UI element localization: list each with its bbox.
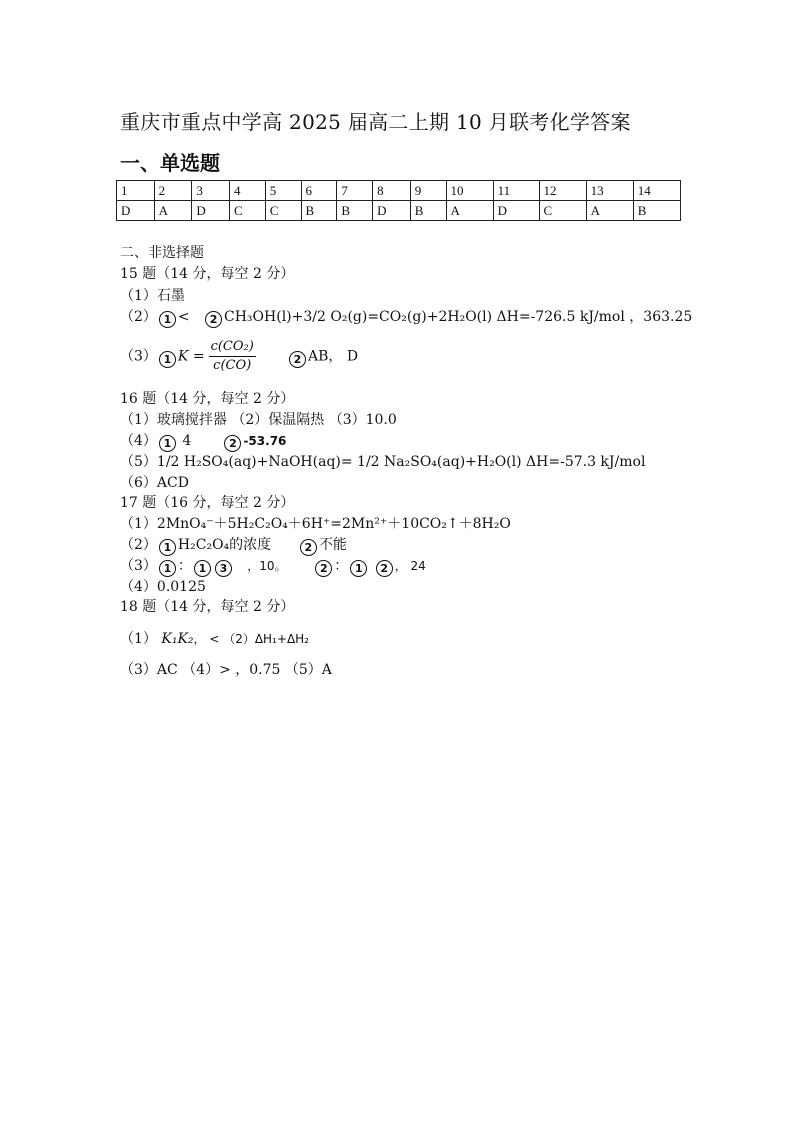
- circled-number-1: 1: [159, 560, 176, 577]
- q18-answer-1-rest: ， < （2）ΔH₁+ΔH₂: [193, 632, 309, 646]
- circled-number-2: 2: [205, 311, 222, 328]
- q15-answer-2-lt: <: [177, 309, 190, 325]
- table-cell-number: 11: [493, 181, 539, 201]
- q16-answer-1: （1）玻璃搅拌器 （2）保温隔热 （3）10.0: [120, 412, 397, 428]
- table-cell-answer: B: [337, 201, 373, 221]
- circled-number-3: 3: [215, 560, 232, 577]
- circled-number-2: 2: [224, 435, 241, 452]
- q17-answer-4: （4）0.0125: [120, 579, 206, 595]
- table-cell-answer: D: [373, 201, 411, 221]
- table-cell-number: 12: [539, 181, 586, 201]
- table-cell-answer: D: [493, 201, 539, 221]
- circled-number-2: 2: [315, 560, 332, 577]
- table-cell-number: 6: [301, 181, 337, 201]
- equilibrium-constant-label: K =: [177, 348, 205, 365]
- document-title: 重庆市重点中学高 2025 届高二上期 10 月联考化学答案: [120, 110, 631, 134]
- table-cell-number: 13: [586, 181, 633, 201]
- q16-answer-4: （6）ACD: [120, 475, 189, 491]
- q16-heading: 16 题（14 分，每空 2 分）: [120, 391, 295, 407]
- q18-answer-1-k-product: K₁K₂: [161, 631, 194, 647]
- circled-number-1: 1: [159, 435, 176, 452]
- q18-heading: 18 题（14 分，每空 2 分）: [120, 599, 295, 615]
- table-cell-answer: A: [446, 201, 493, 221]
- table-cell-answer: B: [301, 201, 337, 221]
- circled-number-1: 1: [159, 539, 176, 556]
- table-cell-number: 3: [192, 181, 230, 201]
- table-cell-answer: A: [586, 201, 633, 221]
- table-cell-answer: D: [192, 201, 230, 221]
- table-cell-number: 2: [154, 181, 192, 201]
- q17-answer-3-a: ：: [177, 558, 192, 574]
- circled-number-1: 1: [194, 560, 211, 577]
- equilibrium-constant-fraction: [209, 338, 256, 375]
- q18-answer-1: [120, 630, 309, 648]
- q17-answer-2: [120, 536, 347, 556]
- circled-number-2: 2: [300, 539, 317, 556]
- q16-answer-2-a: 4: [182, 433, 192, 449]
- q15-answer-2-equation: CH₃OH(l)+3/2 O₂(g)=CO₂(g)+2H₂O(l) ΔH=-726.5 kJ/mol ，363.25: [224, 309, 693, 325]
- table-cell-number: 9: [410, 181, 446, 201]
- table-cell-answer: A: [154, 201, 192, 221]
- q17-answer-3-b: ，10。: [247, 559, 287, 573]
- q15-answer-2-prefix: （2）: [120, 309, 157, 325]
- table-cell-number: 8: [373, 181, 411, 201]
- q17-answer-3-prefix: （3）: [120, 558, 157, 574]
- q18-answer-1-prefix: （1）: [120, 631, 157, 647]
- table-cell-answer: C: [265, 201, 301, 221]
- table-cell-answer: C: [229, 201, 265, 221]
- circled-number-1: 1: [159, 351, 176, 368]
- table-cell-number: 10: [446, 181, 493, 201]
- q15-answer-3-prefix: （3）: [120, 348, 157, 365]
- q17-answer-2-b: 不能: [318, 537, 347, 553]
- table-cell-number: 4: [229, 181, 265, 201]
- fraction-numerator: c(CO₂): [209, 338, 256, 357]
- q16-answer-2-b: -53.76: [243, 434, 287, 448]
- single-choice-answer-table: [116, 180, 681, 221]
- circled-number-1: 1: [350, 560, 367, 577]
- q17-answer-3-c: ：: [334, 558, 349, 574]
- q17-heading: 17 题（16 分，每空 2 分）: [120, 495, 295, 511]
- q15-answer-1: （1）石墨: [120, 288, 185, 304]
- table-cell-answer: B: [633, 201, 680, 221]
- q15-answer-3-rest: AB， D: [307, 348, 359, 365]
- q17-answer-3-d: ， 24: [394, 559, 426, 573]
- q16-answer-3: （5）1/2 H₂SO₄(aq)+NaOH(aq)= 1/2 Na₂SO₄(aq)+H₂O(l) ΔH=-57.3 kJ/mol: [120, 454, 646, 470]
- circled-number-2: 2: [376, 560, 393, 577]
- section-heading-single-choice: 一、单选题: [120, 151, 220, 175]
- q15-answer-2: [120, 308, 692, 328]
- q17-answer-3: [120, 557, 426, 577]
- q16-answer-2-prefix: （4）: [120, 433, 157, 449]
- circled-number-1: 1: [159, 311, 176, 328]
- section-heading-non-choice: 二、非选择题: [120, 245, 204, 261]
- table-cell-answer: C: [539, 201, 586, 221]
- q16-answer-2: [120, 432, 286, 452]
- fraction-denominator: c(CO): [213, 358, 252, 373]
- q18-answer-2: （3）AC （4）> ，0.75 （5）A: [120, 662, 332, 678]
- table-cell-number: 1: [117, 181, 155, 201]
- q17-answer-1: （1）2MnO₄⁻＋5H₂C₂O₄＋6H⁺=2Mn²⁺＋10CO₂↑＋8H₂O: [120, 516, 511, 532]
- table-cell-number: 7: [337, 181, 373, 201]
- table-row-numbers: [117, 181, 681, 201]
- q15-answer-3: [120, 338, 358, 375]
- table-cell-number: 14: [633, 181, 680, 201]
- q15-heading: 15 题（14 分，每空 2 分）: [120, 266, 295, 282]
- table-cell-answer: D: [117, 201, 155, 221]
- circled-number-2: 2: [289, 351, 306, 368]
- table-row-answers: [117, 201, 681, 221]
- table-cell-answer: B: [410, 201, 446, 221]
- q17-answer-2-prefix: （2）: [120, 537, 157, 553]
- q17-answer-2-a: H₂C₂O₄的浓度: [177, 537, 272, 553]
- table-cell-number: 5: [265, 181, 301, 201]
